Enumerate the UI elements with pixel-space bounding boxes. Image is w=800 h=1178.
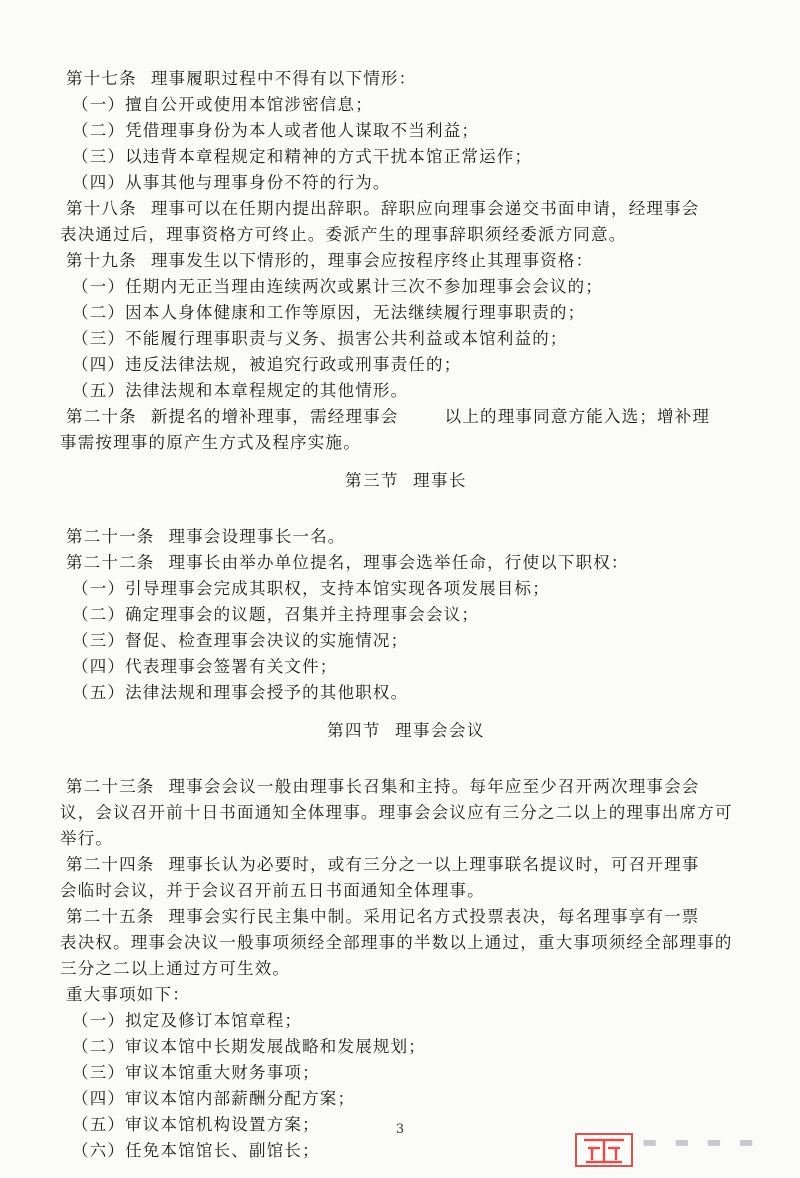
article-17-label: 第十七条 [66, 69, 137, 88]
article-24 [66, 852, 746, 878]
article-22 [66, 550, 746, 576]
watermark-logo-icon: ▬ ▬ ▬ ▬ [642, 1132, 760, 1151]
article-23-text-line1: 理事会会议一般由理事长召集和主持。每年应至少召开两次理事会会 [168, 777, 700, 796]
article-23-label: 第二十三条 [66, 777, 155, 796]
article-17-text: 理事履职过程中不得有以下情形： [150, 69, 417, 88]
section-3-heading [66, 468, 746, 494]
article-20-text-a: 新提名的增补理事，需经理事会 [150, 407, 399, 426]
article-20 [66, 404, 746, 430]
major-matters-intro: 重大事项如下： [66, 985, 190, 1004]
section-3-number: 第三节 [345, 471, 399, 490]
major-matter-item-5: （五）审议本馆机构设置方案； [72, 1115, 320, 1134]
article-18-text-line2: 表决通过后，理事资格方可终止。委派产生的理事辞职须经委派方同意。 [60, 225, 627, 244]
article-24-text-line2: 会临时会议，并于会议召开前五日书面通知全体理事。 [60, 881, 485, 900]
article-22-item-3: （三）督促、检查理事会决议的实施情况； [72, 631, 409, 650]
article-18 [66, 196, 746, 222]
section-4-heading [66, 718, 746, 744]
article-17-item-3: （三）以违背本章程规定和精神的方式干扰本馆正常运作； [72, 147, 533, 166]
article-24-text-line1: 理事长认为必要时，或有三分之一以上理事联名提议时，可召开理事 [168, 855, 700, 874]
article-18-text-line1: 理事可以在任期内提出辞职。辞职应向理事会递交书面申请，经理事会 [150, 199, 700, 218]
article-22-item-4: （四）代表理事会签署有关文件； [72, 657, 338, 676]
article-17 [66, 66, 746, 92]
article-21 [66, 524, 746, 550]
article-19-label: 第十九条 [66, 251, 137, 270]
article-19-item-5: （五）法律法规和本章程规定的其他情形。 [72, 381, 409, 400]
article-19-item-3: （三）不能履行理事职责与义务、损害公共利益或本馆利益的； [72, 329, 568, 348]
article-22-item-5: （五）法律法规和理事会授予的其他职权。 [72, 683, 409, 702]
document-body [60, 66, 746, 1164]
museum-logo-icon [574, 1128, 634, 1168]
section-4-title: 理事会会议 [395, 721, 485, 740]
major-matter-item-1: （一）拟定及修订本馆章程； [72, 1011, 303, 1030]
article-22-item-2: （二）确定理事会的议题，召集并主持理事会会议； [72, 605, 480, 624]
article-21-label: 第二十一条 [66, 527, 155, 546]
article-23-text-line3: 举行。 [60, 829, 114, 848]
article-17-item-1: （一）擅自公开或使用本馆涉密信息； [72, 95, 373, 114]
major-matter-item-4: （四）审议本馆内部薪酬分配方案； [72, 1089, 356, 1108]
article-25-text-line3: 三分之二以上通过方可生效。 [60, 959, 291, 978]
article-18-label: 第十八条 [66, 199, 137, 218]
article-22-item-1: （一）引导理事会完成其职权，支持本馆实现各项发展目标； [72, 579, 550, 598]
article-19-text: 理事发生以下情形的，理事会应按程序终止其理事资格： [150, 251, 594, 270]
article-22-text: 理事长由举办单位提名，理事会选举任命，行使以下职权： [168, 553, 629, 572]
article-23-text-line2: 议，会议召开前十日书面通知全体理事。理事会会议应有三分之二以上的理事出席方可 [60, 803, 733, 822]
article-19-item-2: （二）因本人身体健康和工作等原因，无法继续履行理事职责的； [72, 303, 586, 322]
article-25-label: 第二十五条 [66, 907, 155, 926]
article-24-label: 第二十四条 [66, 855, 155, 874]
section-4-number: 第四节 [327, 721, 381, 740]
article-17-item-4: （四）从事其他与理事身份不符的行为。 [72, 173, 391, 192]
major-matter-item-6: （六）任免本馆馆长、副馆长； [72, 1141, 320, 1160]
article-19-item-1: （一）任期内无正当理由连续两次或累计三次不参加理事会会议的； [72, 277, 603, 296]
article-20-label: 第二十条 [66, 407, 137, 426]
article-17-item-2: （二）凭借理事身份为本人或者他人谋取不当利益； [72, 121, 480, 140]
article-20-text-b: 以上的理事同意方能入选；增补理 [444, 407, 711, 426]
article-20-text-line2: 事需按理事的原产生方式及程序实施。 [60, 433, 361, 452]
major-matter-item-2: （二）审议本馆中长期发展战略和发展规划； [72, 1037, 426, 1056]
page-number: 3 [395, 1122, 405, 1137]
article-19-item-4: （四）违反法律法规，被追究行政或刑事责任的； [72, 355, 462, 374]
article-23 [66, 774, 746, 800]
article-21-text: 理事会设理事长一名。 [168, 527, 346, 546]
article-19 [66, 248, 746, 274]
section-3-title: 理事长 [413, 471, 467, 490]
article-25-text-line1: 理事会实行民主集中制。采用记名方式投票表决，每名理事享有一票 [168, 907, 700, 926]
article-25-text-line2: 表决权。理事会决议一般事项须经全部理事的半数以上通过，重大事项须经全部理事的 [60, 933, 733, 952]
article-22-label: 第二十二条 [66, 553, 155, 572]
major-matter-item-3: （三）审议本馆重大财务事项； [72, 1063, 320, 1082]
article-25 [66, 904, 746, 930]
